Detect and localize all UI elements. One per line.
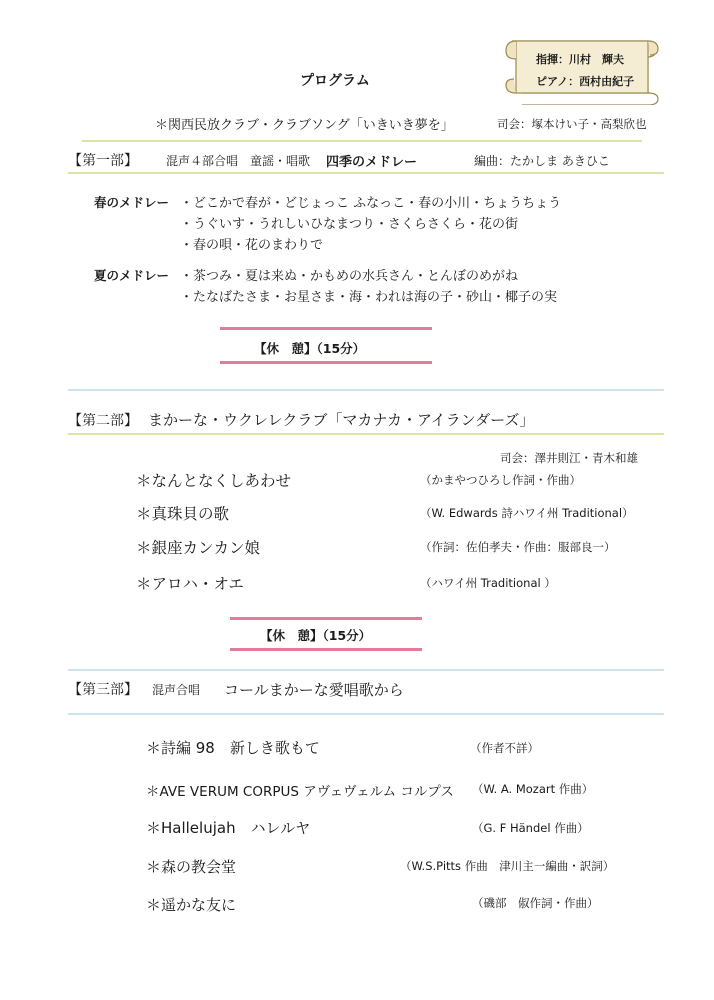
song-credit: （磯部 俶作詞・作曲）	[472, 896, 599, 910]
summer-medley-label: 夏のメドレー	[94, 268, 170, 283]
song-credit: （かまやつひろし作詞・作曲）	[420, 473, 581, 487]
part3-label: 【第三部】	[68, 682, 138, 698]
divider	[68, 433, 664, 435]
part1-description: 混声４部合唱 童謡・唱歌	[166, 154, 311, 168]
song-credit: （W. A. Mozart 作曲）	[472, 782, 594, 796]
part1-label: 【第一部】	[68, 153, 138, 169]
song-credit: （W.S.Pitts 作曲 津川主一編曲・訳詞）	[400, 859, 615, 873]
break-1: 【休 憩】（15分）	[254, 341, 366, 356]
part1-theme: 四季のメドレー	[326, 155, 418, 170]
song-title: ＊森の教会堂	[146, 858, 237, 876]
divider	[82, 140, 642, 142]
medley-line: ・春の唄・花のまわりで	[180, 238, 324, 253]
part3-description: 混声合唱	[152, 683, 201, 697]
opening-emcee: 司会：塚本けい子・高梨欣也	[497, 117, 647, 131]
song-credit: （ハワイ州 Traditional ）	[420, 576, 556, 590]
divider	[68, 389, 664, 391]
song-credit: （作者不詳）	[470, 741, 539, 755]
credits-scroll	[498, 33, 662, 105]
part3-title: コールまかーな愛唱歌から	[224, 681, 404, 699]
song-title: ＊銀座カンカン娘	[136, 539, 261, 557]
part2-label: 【第二部】	[68, 413, 138, 429]
divider	[68, 669, 664, 671]
break-rule	[220, 361, 432, 364]
break-rule	[220, 327, 432, 330]
medley-line: ・茶つみ・夏は来ぬ・かもめの水兵さん・とんぼのめがね	[180, 269, 519, 284]
part2-title: まかーな・ウクレレクラブ「マカナカ・アイランダーズ」	[148, 411, 535, 429]
song-credit: （W. Edwards 詩ハワイ州 Traditional）	[420, 506, 634, 520]
divider	[68, 713, 664, 715]
medley-line: ・どこかで春が・どじょっこ ふなっこ・春の小川・ちょうちょう	[180, 196, 562, 211]
pianist-credit: ピアノ：西村由紀子	[536, 75, 635, 88]
song-title: ＊アロハ・オエ	[136, 575, 244, 593]
song-title: ＊Hallelujah ハレルヤ	[146, 819, 311, 837]
break-rule	[230, 648, 422, 651]
medley-line: ・たなばたさま・お星さま・海・われは海の子・砂山・椰子の実	[180, 290, 558, 305]
song-title: ＊遥かな友に	[146, 896, 237, 914]
spring-medley-label: 春のメドレー	[94, 195, 170, 210]
part2-emcee: 司会：澤井則江・青木和雄	[500, 451, 638, 465]
break-rule	[230, 617, 422, 620]
program-title: プログラム	[300, 73, 370, 89]
divider	[68, 172, 664, 174]
part1-arrangement: 編曲：たかしま あきひこ	[474, 154, 610, 168]
opening-song: ＊関西民放クラブ・クラブソング「いきいき夢を」	[155, 118, 454, 133]
break-2: 【休 憩】（15分）	[260, 628, 372, 643]
song-title: ＊真珠貝の歌	[136, 505, 230, 523]
song-credit: （G. F Händel 作曲）	[472, 821, 589, 835]
scroll-banner-graphic	[498, 33, 662, 105]
song-title: ＊AVE VERUM CORPUS アヴェヴェルム コルプス	[146, 784, 454, 800]
song-credit: （作詞：佐伯孝夫・作曲：服部良一）	[420, 540, 616, 554]
conductor-credit: 指揮：川村 輝夫	[536, 53, 624, 66]
song-title: ＊なんとなくしあわせ	[136, 472, 292, 490]
medley-line: ・うぐいす・うれしいひなまつり・さくらさくら・花の街	[180, 217, 519, 232]
song-title: ＊詩編 98 新しき歌もて	[146, 739, 320, 757]
